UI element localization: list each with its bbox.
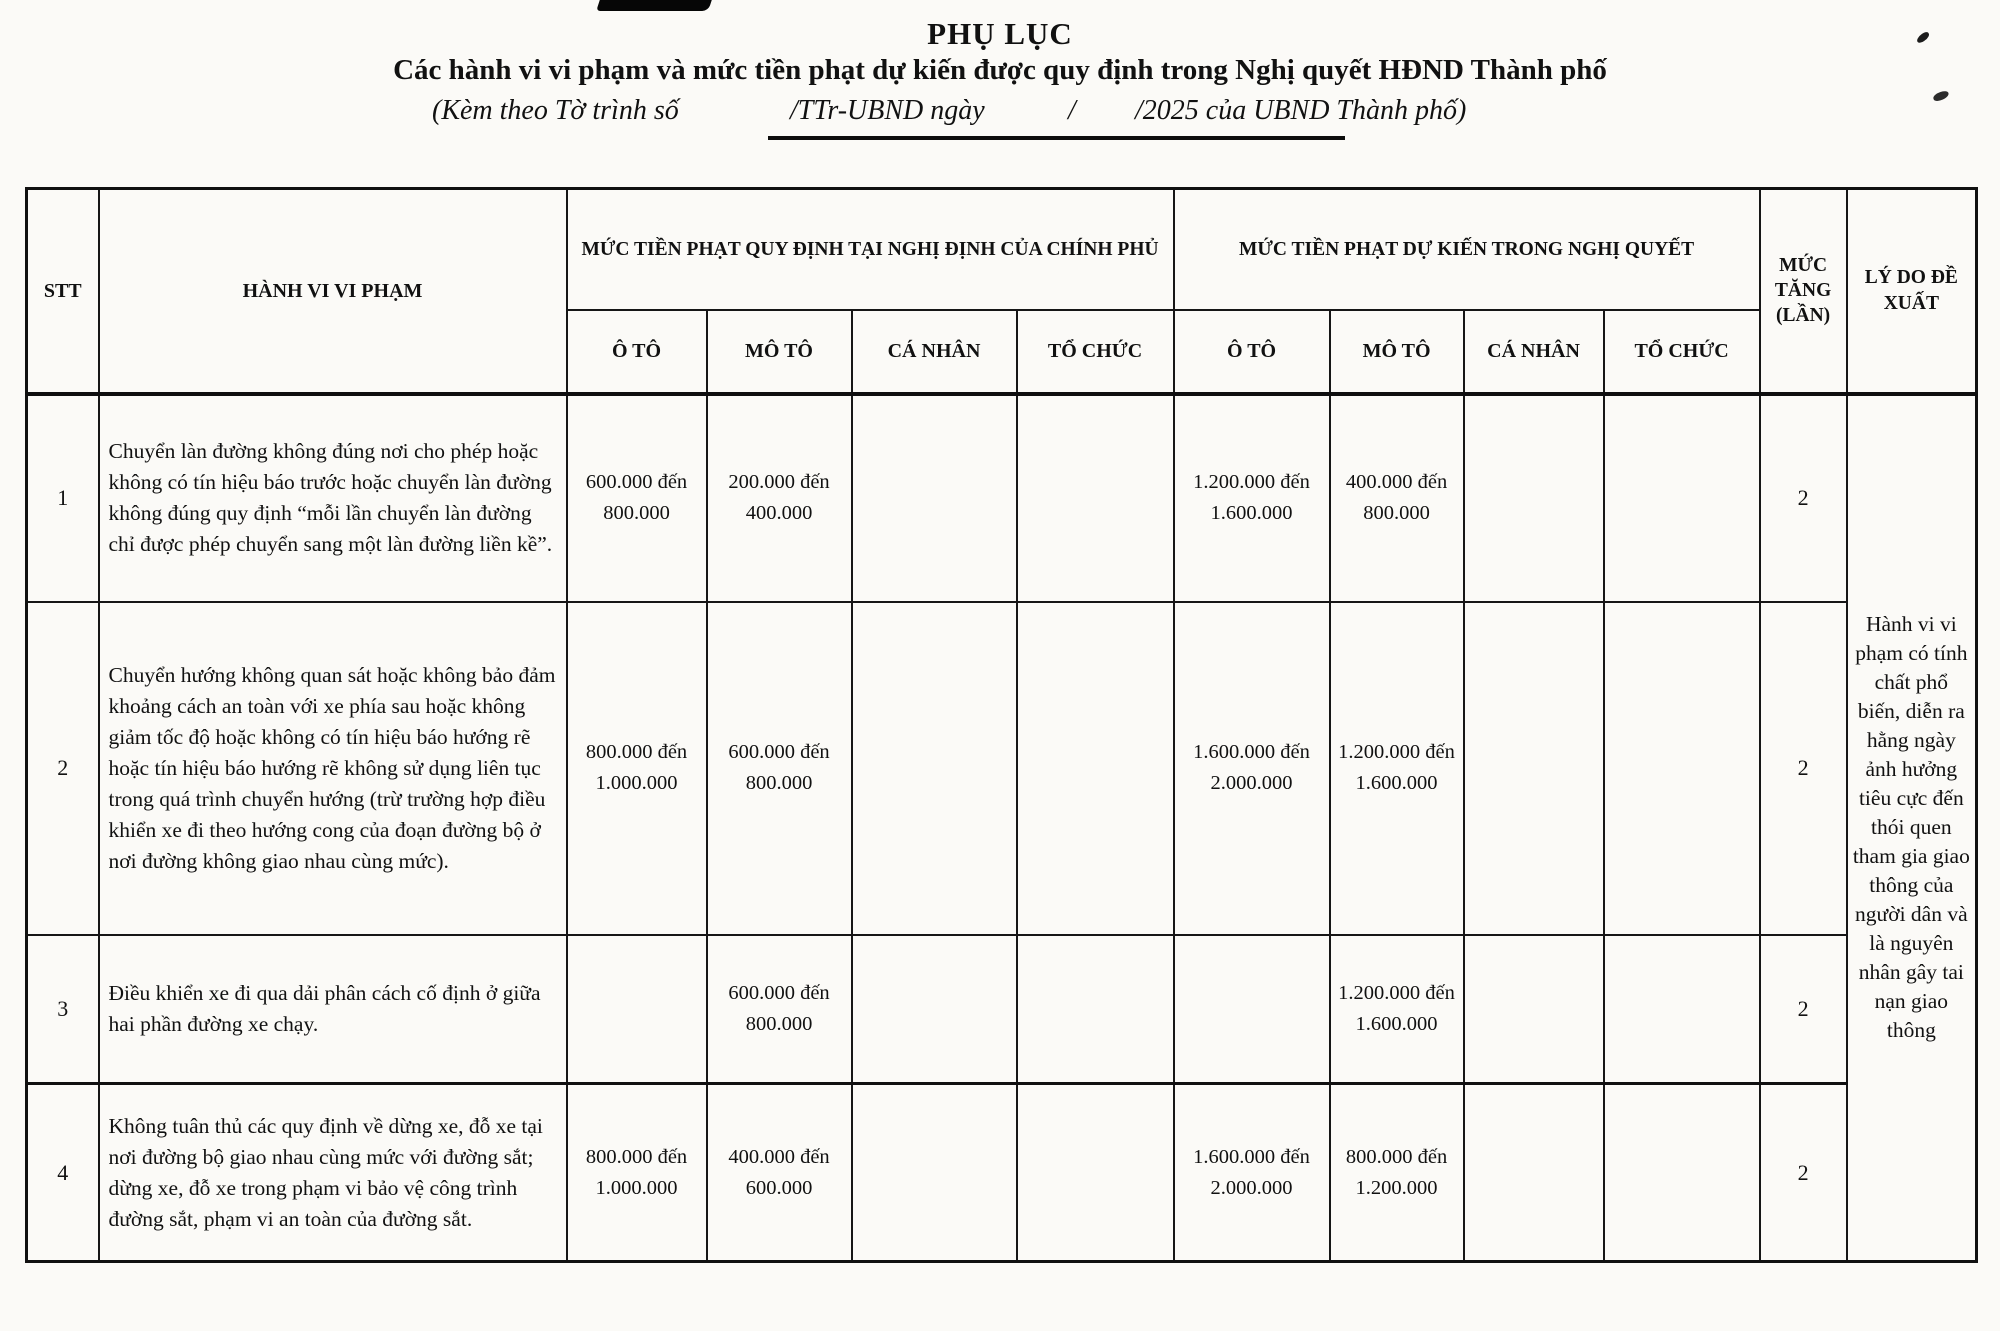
row-4-decree-tochuc (1017, 1084, 1174, 1262)
header-decree-group: MỨC TIỀN PHẠT QUY ĐỊNH TẠI NGHỊ ĐỊNH CỦA CHÍNH PHỦ (567, 189, 1174, 310)
row-1-stt: 1 (27, 394, 99, 602)
row-4-resolution-tochuc (1604, 1084, 1760, 1262)
scan-smudge-artifact (596, 0, 712, 11)
row-3-resolution-tochuc (1604, 935, 1760, 1084)
header-resolution-canhan: CÁ NHÂN (1464, 310, 1604, 394)
header-reason: LÝ DO ĐỀ XUẤT (1847, 189, 1977, 394)
reason-cell: Hành vi vi phạm có tính chất phổ biến, diễn ra hằng ngày ảnh hưởng tiêu cực đến thói quen tham gia giao thông của người dân và là nguyên nhân gây tai nạn giao thông (1847, 394, 1977, 1262)
row-3-behavior: Điều khiển xe đi qua dải phân cách cố định ở giữa hai phần đường xe chạy. (99, 935, 567, 1084)
row-1-decree-tochuc (1017, 394, 1174, 602)
row-2-resolution-oto: 1.600.000 đến 2.000.000 (1174, 602, 1330, 935)
table-row (27, 1084, 1977, 1262)
table-row (27, 602, 1977, 935)
header-resolution-moto: MÔ TÔ (1330, 310, 1464, 394)
header-increase: MỨC TĂNG (LẦN) (1760, 189, 1847, 394)
row-4-stt: 4 (27, 1084, 99, 1262)
row-1-behavior: Chuyển làn đường không đúng nơi cho phép hoặc không có tín hiệu báo trước hoặc chuyển làn đường không đúng quy định “mỗi lần chuyển làn đường chỉ được phép chuyển sang một làn đường liền kề”. (99, 394, 567, 602)
row-1-resolution-canhan (1464, 394, 1604, 602)
row-3-resolution-canhan (1464, 935, 1604, 1084)
row-3-decree-moto: 600.000 đến 800.000 (707, 935, 852, 1084)
row-4-resolution-moto: 800.000 đến 1.200.000 (1330, 1084, 1464, 1262)
attribution-prefix: (Kèm theo Tờ trình số (432, 95, 679, 126)
row-4-resolution-canhan (1464, 1084, 1604, 1262)
table-row (27, 935, 1977, 1084)
row-2-resolution-moto: 1.200.000 đến 1.600.000 (1330, 602, 1464, 935)
row-2-resolution-canhan (1464, 602, 1604, 935)
row-2-decree-tochuc (1017, 602, 1174, 935)
page-subtitle: Các hành vi vi phạm và mức tiền phạt dự kiến được quy định trong Nghị quyết HĐND Thành phố (393, 54, 1607, 86)
row-3-decree-canhan (852, 935, 1017, 1084)
row-3-stt: 3 (27, 935, 99, 1084)
row-2-decree-moto: 600.000 đến 800.000 (707, 602, 852, 935)
row-3-resolution-oto (1174, 935, 1330, 1084)
row-1-decree-oto: 600.000 đến 800.000 (567, 394, 707, 602)
ink-speck (1932, 90, 1950, 103)
attribution-doc-number: /TTr-UBND ngày (790, 95, 985, 126)
row-2-decree-oto: 800.000 đến 1.000.000 (567, 602, 707, 935)
header-stt: STT (27, 189, 99, 394)
fill-in-underline (768, 136, 1345, 140)
row-2-resolution-tochuc (1604, 602, 1760, 935)
header-decree-canhan: CÁ NHÂN (852, 310, 1017, 394)
row-4-decree-canhan (852, 1084, 1017, 1262)
attribution-date-separator: / (1068, 95, 1076, 126)
row-3-decree-tochuc (1017, 935, 1174, 1084)
row-1-resolution-moto: 400.000 đến 800.000 (1330, 394, 1464, 602)
row-1-resolution-oto: 1.200.000 đến 1.600.000 (1174, 394, 1330, 602)
row-4-decree-oto: 800.000 đến 1.000.000 (567, 1084, 707, 1262)
header-decree-tochuc: TỔ CHỨC (1017, 310, 1174, 394)
row-4-resolution-oto: 1.600.000 đến 2.000.000 (1174, 1084, 1330, 1262)
header-resolution-tochuc: TỔ CHỨC (1604, 310, 1760, 394)
row-2-decree-canhan (852, 602, 1017, 935)
table-row (27, 394, 1977, 602)
header-resolution-oto: Ô TÔ (1174, 310, 1330, 394)
row-4-increase: 2 (1760, 1084, 1847, 1262)
row-1-resolution-tochuc (1604, 394, 1760, 602)
row-2-increase: 2 (1760, 602, 1847, 935)
row-2-stt: 2 (27, 602, 99, 935)
row-1-increase: 2 (1760, 394, 1847, 602)
page-title: PHỤ LỤC (927, 16, 1073, 51)
violations-fines-table (25, 187, 1978, 1263)
row-3-decree-oto (567, 935, 707, 1084)
row-1-decree-canhan (852, 394, 1017, 602)
header-decree-moto: MÔ TÔ (707, 310, 852, 394)
header-decree-oto: Ô TÔ (567, 310, 707, 394)
header-behavior: HÀNH VI VI PHẠM (99, 189, 567, 394)
row-4-decree-moto: 400.000 đến 600.000 (707, 1084, 852, 1262)
row-1-decree-moto: 200.000 đến 400.000 (707, 394, 852, 602)
header-resolution-group: MỨC TIỀN PHẠT DỰ KIẾN TRONG NGHỊ QUYẾT (1174, 189, 1760, 310)
row-3-resolution-moto: 1.200.000 đến 1.600.000 (1330, 935, 1464, 1084)
row-4-behavior: Không tuân thủ các quy định về dừng xe, đỗ xe tại nơi đường bộ giao nhau cùng mức với đường sắt; dừng xe, đỗ xe trong phạm vi bảo vệ công trình đường sắt, phạm vi an toàn của đường sắt. (99, 1084, 567, 1262)
row-3-increase: 2 (1760, 935, 1847, 1084)
attribution-suffix: /2025 của UBND Thành phố) (1135, 95, 1467, 126)
row-2-behavior: Chuyển hướng không quan sát hoặc không bảo đảm khoảng cách an toàn với xe phía sau hoặc không giảm tốc độ hoặc không có tín hiệu báo hướng rẽ hoặc tín hiệu báo hướng rẽ không sử dụng liên tục trong quá trình chuyển hướng (trừ trường hợp điều khiển xe đi theo hướng cong của đoạn đường bộ ở nơi đường không giao nhau cùng mức). (99, 602, 567, 935)
